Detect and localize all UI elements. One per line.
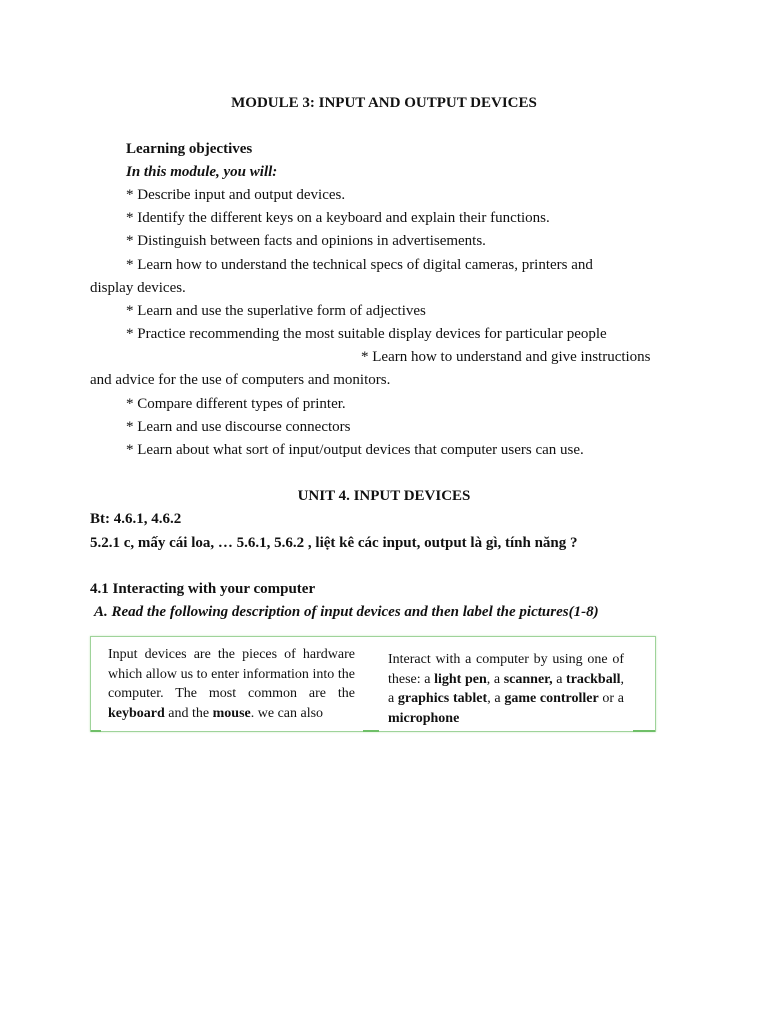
exercise-reference: Bt: 4.6.1, 4.6.2 xyxy=(90,511,182,527)
objective-item: * Learn about what sort of input/output devices that computer users can use. xyxy=(126,442,584,458)
objective-item: * Learn how to understand and give instructions xyxy=(361,349,651,365)
box-border-accent xyxy=(363,730,379,732)
keyword-keyboard: keyboard xyxy=(108,705,165,721)
objective-item: * Learn how to understand the technical specs of digital cameras, printers and xyxy=(126,257,593,273)
keyword-game-controller: game controller xyxy=(504,691,599,706)
box-right-text: Interact with a computer by using one of these: a xyxy=(388,652,624,687)
keyword-microphone: microphone xyxy=(388,710,460,726)
objective-item: * Describe input and output devices. xyxy=(126,187,346,203)
objectives-intro: In this module, you will: xyxy=(126,164,278,180)
keyword-mouse: mouse xyxy=(212,705,251,721)
objective-item: * Practice recommending the most suitable display devices for particular people xyxy=(126,326,607,342)
objective-item: and advice for the use of computers and monitors. xyxy=(90,372,391,388)
unit-title: UNIT 4. INPUT DEVICES xyxy=(297,488,471,504)
keyword-scanner: scanner, xyxy=(503,671,553,687)
objective-item: * Learn and use discourse connectors xyxy=(126,419,351,435)
objectives-heading: Learning objectives xyxy=(126,141,253,157)
box-right-text: , a xyxy=(486,671,504,687)
box-left-column xyxy=(108,645,355,723)
objective-item: * Distinguish between facts and opinions in advertisements. xyxy=(126,233,486,249)
task-instruction: A. Read the following description of input devices and then label the pictures(1-8) xyxy=(94,604,599,620)
box-right-column xyxy=(388,650,624,728)
module-title: MODULE 3: INPUT AND OUTPUT DEVICES xyxy=(231,95,537,111)
box-left-text: . we can also xyxy=(250,705,324,721)
keyword-graphics-tablet: graphics tablet xyxy=(397,691,488,706)
objective-item: * Compare different types of printer. xyxy=(126,396,346,412)
box-border-accent xyxy=(91,730,101,732)
box-right-text: or a xyxy=(598,691,624,706)
box-left-text: Input devices are the pieces of hardware which allow us to enter information into the computer. The most common are the xyxy=(108,647,355,701)
description-box xyxy=(90,636,656,732)
box-right-text: , a xyxy=(487,691,505,706)
handwritten-note-line: 5.2.1 c, mấy cái loa, … 5.6.1, 5.6.2 , liệt kê các input, output là gì, tính năng ? xyxy=(90,535,578,551)
keyword-light-pen: light pen xyxy=(434,671,487,687)
box-border-accent xyxy=(633,730,655,732)
box-left-text: and the xyxy=(164,705,213,721)
box-right-text: a xyxy=(552,671,567,687)
box-right-text: , a xyxy=(388,671,624,706)
keyword-trackball: trackball xyxy=(566,671,621,687)
objective-item: * Identify the different keys on a keyboard and explain their functions. xyxy=(126,210,550,226)
objective-item: * Learn and use the superlative form of adjectives xyxy=(126,303,426,319)
objective-item: display devices. xyxy=(90,280,186,296)
section-heading: 4.1 Interacting with your computer xyxy=(90,581,316,597)
